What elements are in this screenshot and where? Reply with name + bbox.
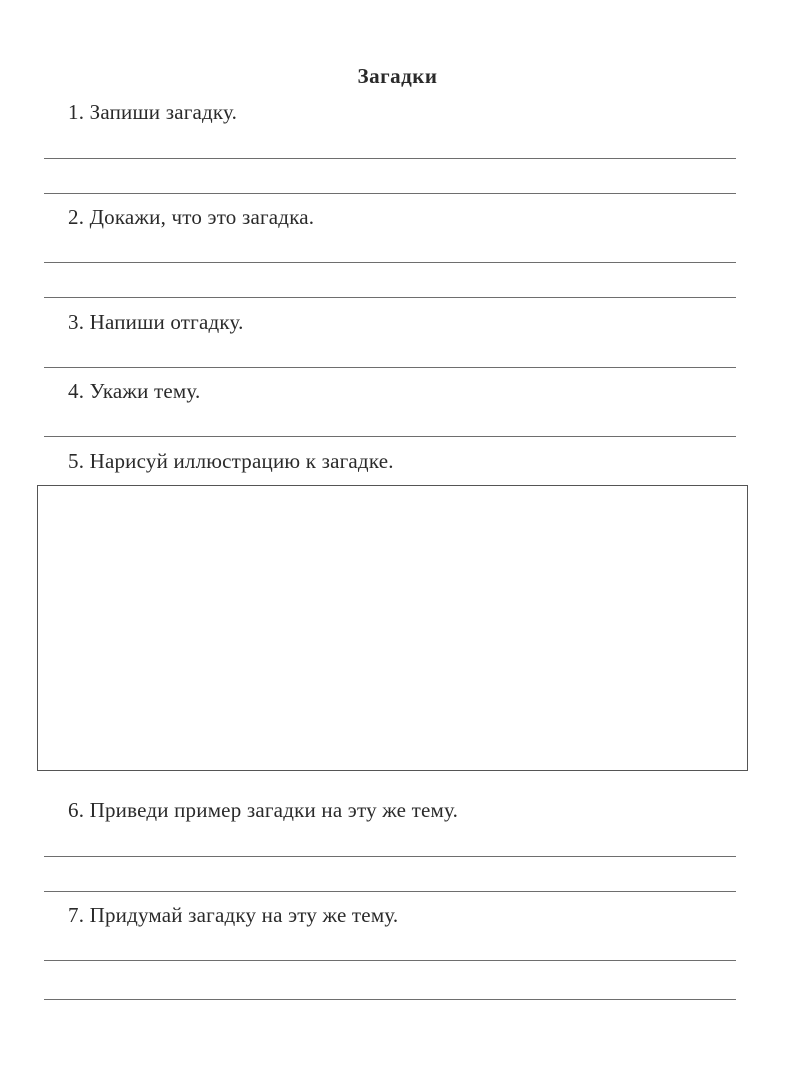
task-2-label: 2. Докажи, что это загадка. bbox=[68, 205, 315, 229]
task-7-label: 7. Придумай загадку на эту же тему. bbox=[68, 903, 399, 927]
task-1-label: 1. Запиши загадку. bbox=[68, 100, 238, 124]
task-2-answer-line-1[interactable] bbox=[44, 262, 736, 263]
task-4-answer-line[interactable] bbox=[44, 436, 736, 437]
task-5-label: 5. Нарисуй иллюстрацию к загадке. bbox=[68, 449, 394, 473]
task-3-answer-line[interactable] bbox=[44, 367, 736, 368]
task-7-answer-line-2[interactable] bbox=[44, 999, 736, 1000]
task-1-answer-line-1[interactable] bbox=[44, 158, 736, 159]
task-3-label: 3. Напиши отгадку. bbox=[68, 310, 244, 334]
task-6-answer-line-1[interactable] bbox=[44, 856, 736, 857]
task-6-answer-line-2[interactable] bbox=[44, 891, 736, 892]
page-title: Загадки bbox=[357, 64, 438, 88]
task-4-label: 4. Укажи тему. bbox=[68, 379, 201, 403]
task-6-label: 6. Приведи пример загадки на эту же тему. bbox=[68, 798, 459, 822]
task-7-answer-line-1[interactable] bbox=[44, 960, 736, 961]
task-2-answer-line-2[interactable] bbox=[44, 297, 736, 298]
illustration-box[interactable] bbox=[37, 485, 748, 771]
task-1-answer-line-2[interactable] bbox=[44, 193, 736, 194]
